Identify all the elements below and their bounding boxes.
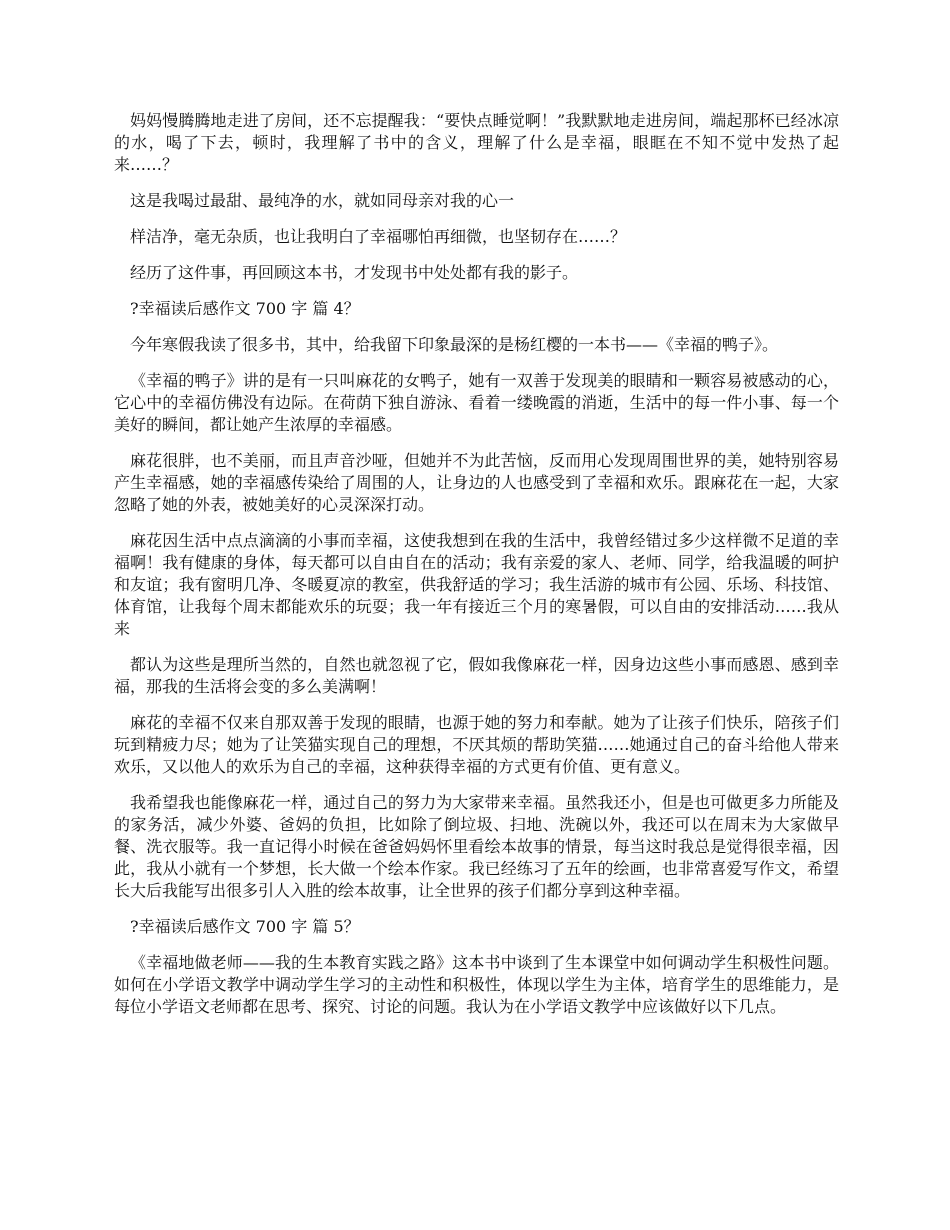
- paragraph-12: 《幸福地做老师——我的生本教育实践之路》这本书中谈到了生本课堂中如何调动学生积极性问题。如何在小学语文教学中调动学生学习的主动性和积极性，体现以学生为主体，培育学生的思维能力，是每位小学语文老师都在思考、探究、讨论的问题。我认为在小学语文教学中应该做好以下几点。: [114, 953, 839, 1016]
- paragraph-8: 麻花因生活中点点滴滴的小事而幸福，这使我想到在我的生活中，我曾经错过多少这样微不足道的幸福啊！我有健康的身体，每天都可以自由自在的活动；我有亲爱的家人、老师、同学，给我温暖的呵护和友谊；我有窗明几净、冬暖夏凉的教室，供我舒适的学习；我生活游的城市有公园、乐场、科技馆、体育馆，让我每个周末都能欢乐的玩耍；我一年有接近三个月的寒暑假，可以自由的安排活动……我从来: [114, 531, 839, 638]
- paragraph-9: 都认为这些是理所当然的，自然也就忽视了它，假如我像麻花一样，因身边这些小事而感恩、感到幸福，那我的生活将会变的多么美满啊！: [114, 655, 839, 696]
- section-heading-5: ?幸福读后感作文 700 字 篇 5？: [130, 917, 360, 936]
- paragraph-1: 妈妈慢腾腾地走进了房间，还不忘提醒我：“要快点睡觉啊！”我默默地走进房间，端起那杯已经冰凉的水，喝了下去，顿时，我理解了书中的含义，理解了什么是幸福，眼眶在不知不觉中发热了起来……？: [114, 111, 839, 174]
- paragraph-5: 今年寒假我读了很多书，其中，给我留下印象最深的是杨红樱的一本书——《幸福的鸭子》。: [130, 335, 779, 354]
- document-page: [114, 110, 839, 1032]
- paragraph-10: 麻花的幸福不仅来自那双善于发现的眼睛，也源于她的努力和奉献。她为了让孩子们快乐，陪孩子们玩到精疲力尽；她为了让笑猫实现自己的理想，不厌其烦的帮助笑猫……她通过自己的奋斗给他人带来欢乐，又以他人的欢乐为自己的幸福，这种获得幸福的方式更有价值、更有意义。: [114, 713, 839, 776]
- section-heading-4: ?幸福读后感作文 700 字 篇 4？: [130, 299, 360, 318]
- paragraph-3: 样洁净，毫无杂质，也让我明白了幸福哪怕再细微，也坚韧存在……？: [130, 227, 627, 246]
- paragraph-6: 《幸福的鸭子》讲的是有一只叫麻花的女鸭子，她有一双善于发现美的眼睛和一颗容易被感动的心，它心中的幸福仿佛没有边际。在荷荫下独自游泳、看着一缕晚霞的消逝，生活中的每一件小事、每一个美好的瞬间，都让她产生浓厚的幸福感。: [114, 371, 839, 434]
- paragraph-11: 我希望我也能像麻花一样，通过自己的努力为大家带来幸福。虽然我还小，但是也可做更多力所能及的家务活，减少外婆、爸妈的负担，比如除了倒垃圾、扫地、洗碗以外，我还可以在周末为大家做早餐、洗衣服等。我一直记得小时候在爸爸妈妈怀里看绘本故事的情景，每当这时我总是觉得很幸福，因此，我从小就有一个梦想，长大做一个绘本作家。我已经练习了五年的绘画，也非常喜爱写作文，希望长大后我能写出很多引人入胜的绘本故事，让全世界的孩子们都分享到这种幸福。: [114, 793, 839, 900]
- paragraph-4: 经历了这件事，再回顾这本书，才发现书中处处都有我的影子。: [130, 263, 579, 282]
- paragraph-7: 麻花很胖，也不美丽，而且声音沙哑，但她并不为此苦恼，反而用心发现周围世界的美，她特别容易产生幸福感，她的幸福感传染给了周围的人，让身边的人也感受到了幸福和欢乐。跟麻花在一起，大家忽略了她的外表，被她美好的心灵深深打动。: [114, 451, 839, 514]
- paragraph-2: 这是我喝过最甜、最纯净的水，就如同母亲对我的心一: [130, 191, 515, 210]
